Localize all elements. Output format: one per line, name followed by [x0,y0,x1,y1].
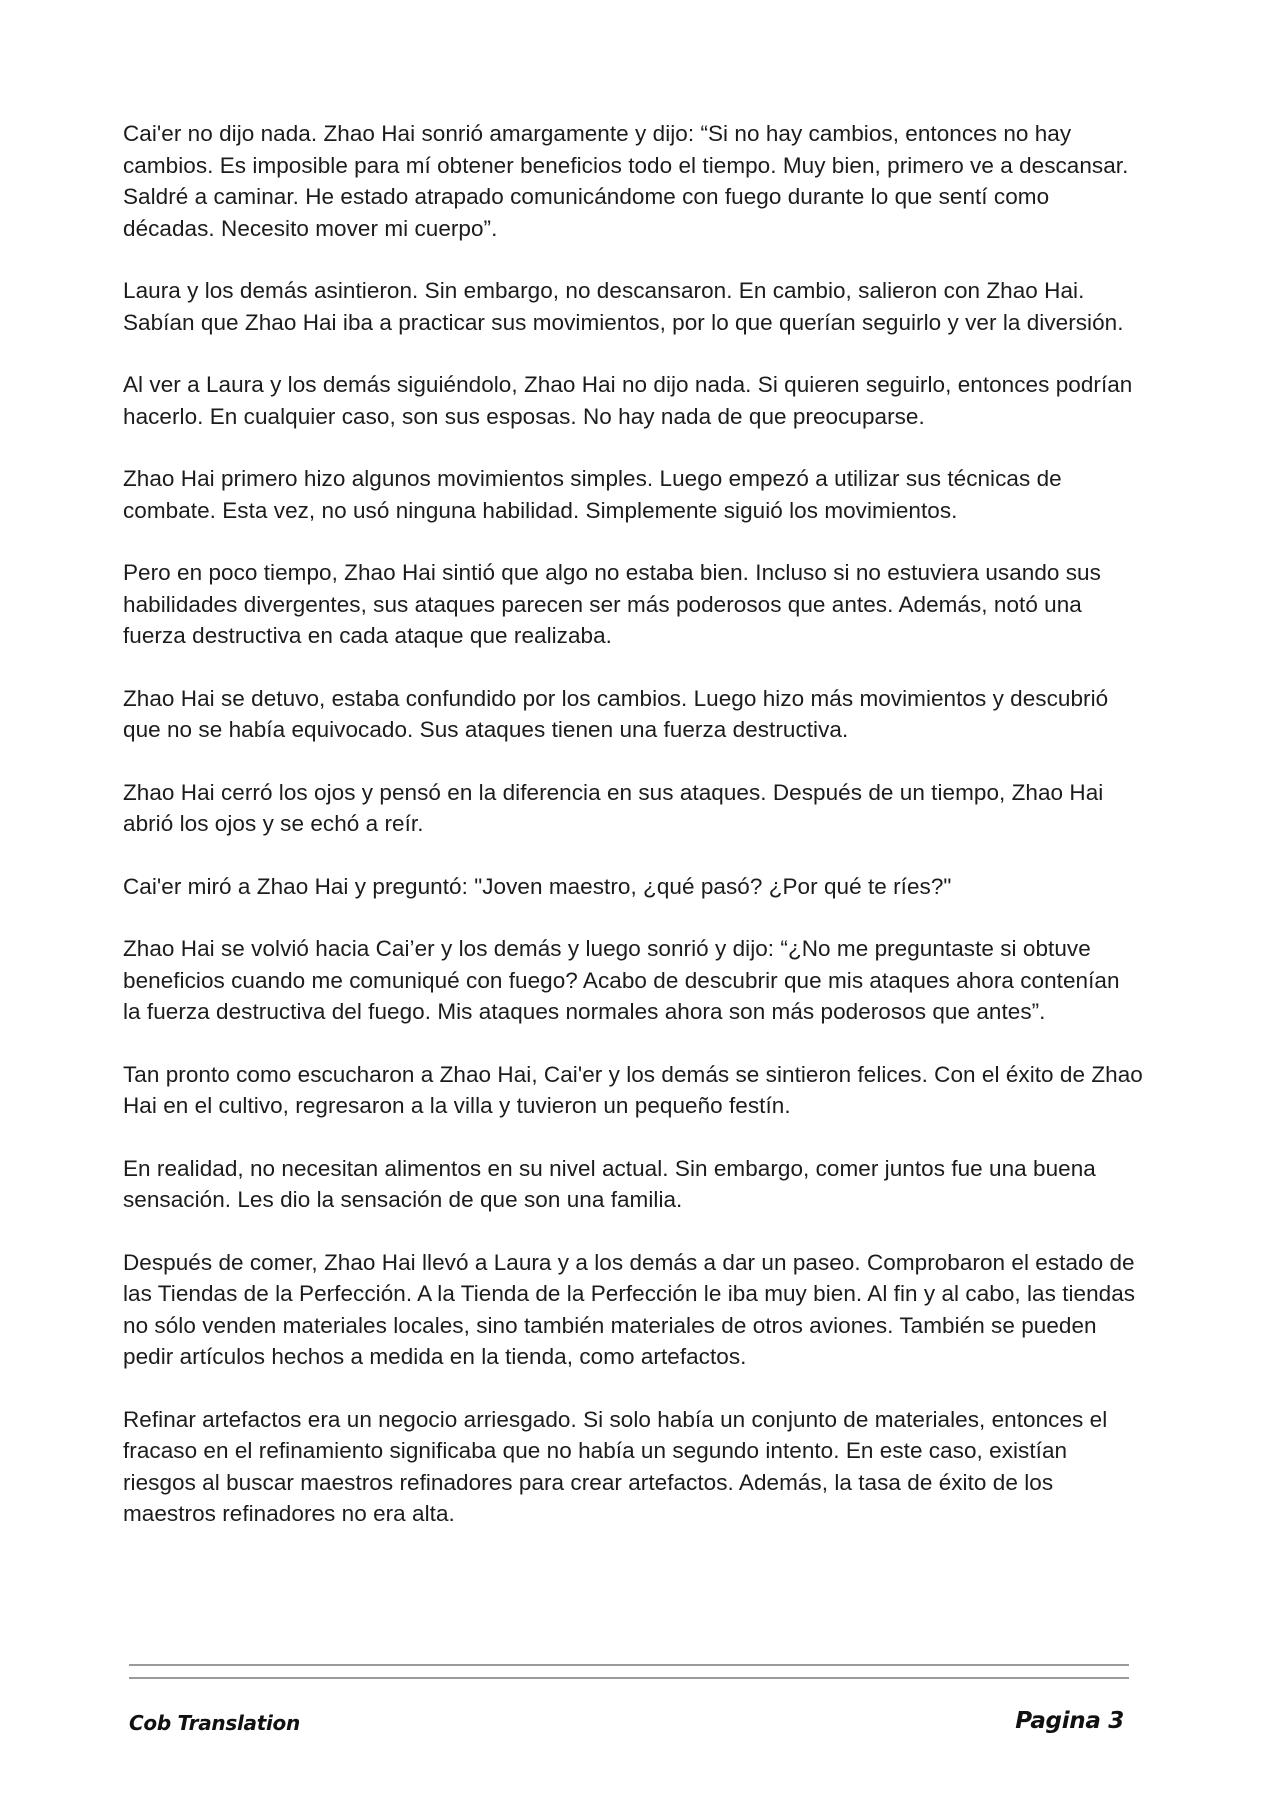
paragraph: Al ver a Laura y los demás siguiéndolo, Zhao Hai no dijo nada. Si quieren seguirlo, entonces podrían hacerlo. En cualquier caso, son sus esposas. No hay nada de que preocuparse. [123,372,1133,429]
paragraph: Refinar artefactos era un negocio arriesgado. Si solo había un conjunto de materiales, entonces el fracaso en el refinamiento significaba que no había un segundo intento. En este caso, existían riesgos al buscar maestros refinadores para crear artefactos. Además, la tasa de éxito de los maestros refinadores no era alta. [123,1406,1108,1526]
footer-divider-top [129,1664,1129,1666]
paragraph: Después de comer, Zhao Hai llevó a Laura y a los demás a dar un paseo. Comprobaron el estado de las Tiendas de la Perfección. A la Tienda de la Perfección le iba muy bien. Al fin y al cabo, las tiendas no sólo venden materiales locales, sino también materiales de otros aviones. También se pueden pedir artículos hechos a medida en la tienda, como artefactos. [123,1249,1136,1369]
footer-divider-bottom [129,1677,1129,1679]
footer-page-number: Pagina 3 [1015,1708,1124,1734]
paragraph: Zhao Hai se detuvo, estaba confundido por los cambios. Luego hizo más movimientos y descubrió que no se había equivocado. Sus ataques tienen una fuerza destructiva. [123,685,1109,742]
paragraph: Zhao Hai cerró los ojos y pensó en la diferencia en sus ataques. Después de un tiempo, Zhao Hai abrió los ojos y se echó a reír. [123,779,1104,836]
paragraph: Cai'er miró a Zhao Hai y preguntó: "Joven maestro, ¿qué pasó? ¿Por qué te ríes?" [123,873,952,899]
paragraph: Zhao Hai se volvió hacia Cai’er y los demás y luego sonrió y dijo: “¿No me preguntaste si obtuve beneficios cuando me comuniqué con fuego? Acabo de descubrir que mis ataques ahora contenían la fuerza destructiva del fuego. Mis ataques normales ahora son más poderosos que antes”. [123,936,1120,1024]
paragraph: En realidad, no necesitan alimentos en su nivel actual. Sin embargo, comer juntos fue una buena sensación. Les dio la sensación de que son una familia. [123,1155,1096,1212]
paragraph: Zhao Hai primero hizo algunos movimientos simples. Luego empezó a utilizar sus técnicas de combate. Esta vez, no usó ninguna habilidad. Simplemente siguió los movimientos. [123,466,1062,523]
footer-publisher: Cob Translation [129,1711,300,1735]
paragraph: Laura y los demás asintieron. Sin embargo, no descansaron. En cambio, salieron con Zhao Hai. Sabían que Zhao Hai iba a practicar sus movimientos, por lo que querían seguirlo y ver la diversión. [123,278,1124,335]
paragraph: Pero en poco tiempo, Zhao Hai sintió que algo no estaba bien. Incluso si no estuviera usando sus habilidades divergentes, sus ataques parecen ser más poderosos que antes. Además, notó una fuerza destructiva en cada ataque que realizaba. [123,560,1101,648]
document-body [123,118,1143,1561]
paragraph: Cai'er no dijo nada. Zhao Hai sonrió amargamente y dijo: “Si no hay cambios, entonces no hay cambios. Es imposible para mí obtener beneficios todo el tiempo. Muy bien, primero ve a descansar. Saldré a caminar. He estado atrapado comunicándome con fuego durante lo que sentí como décadas. Necesito mover mi cuerpo”. [123,121,1129,241]
paragraph: Tan pronto como escucharon a Zhao Hai, Cai'er y los demás se sintieron felices. Con el éxito de Zhao Hai en el cultivo, regresaron a la villa y tuvieron un pequeño festín. [123,1061,1143,1118]
